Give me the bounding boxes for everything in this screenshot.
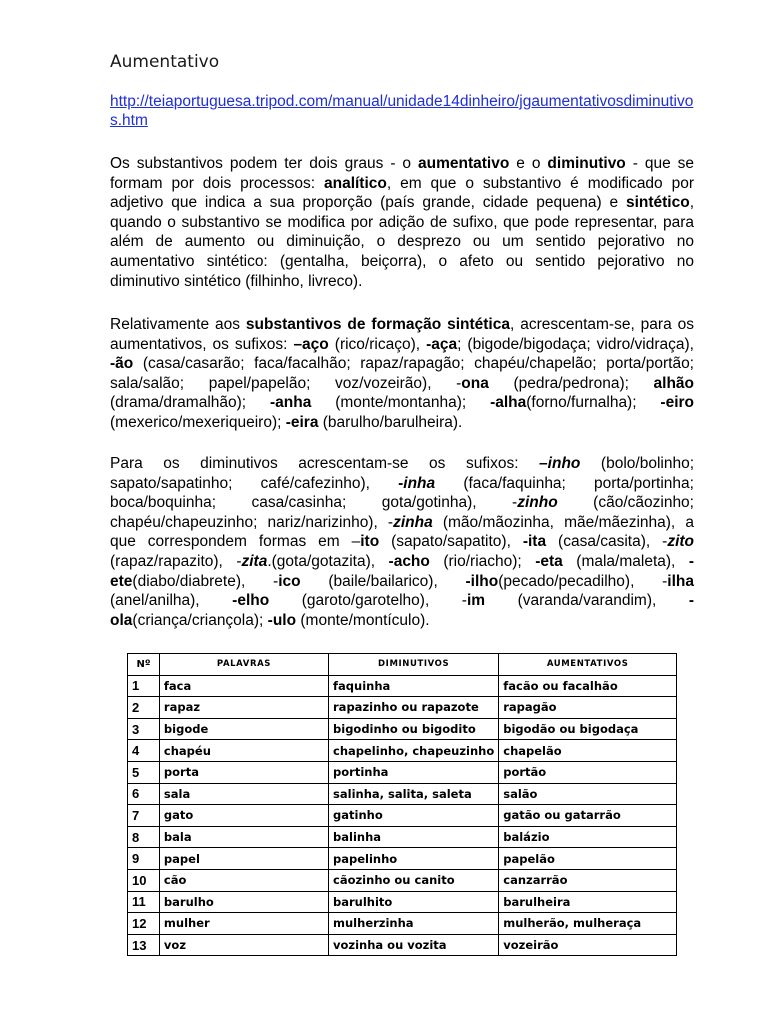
cell-aumentativo: barulheira (499, 891, 677, 913)
bold-term: -ulo (267, 611, 297, 629)
emphasis-text: zita (241, 552, 268, 570)
paragraph-text: (garoto/garotelho), - (269, 592, 467, 610)
cell-aumentativo: gatão ou gatarrão (499, 805, 677, 827)
bold-term: substantivos de formação sintética (245, 316, 510, 333)
table-row (128, 783, 677, 805)
paragraph-text: (barulho/barulheira). (318, 413, 463, 431)
cell-aumentativo: papelão (499, 848, 677, 870)
cell-number: 11 (128, 891, 160, 913)
cell-diminutivo: balinha (329, 826, 499, 848)
paragraph-text: , quando o substantivo se modifica por adição de sufixo, que pode representar, para além de aumento ou diminuição, o desprezo ou um sentido pejorativo no aumentativo sintético: (gentalha, beiçorra), o afeto ou sentido pejorativo no diminutivo sintético (filhinho, livreco). (110, 194, 694, 290)
table-row (128, 740, 677, 762)
cell-number: 13 (128, 934, 160, 956)
bold-term: diminutivo (547, 155, 626, 172)
bold-term: -acho (388, 552, 430, 570)
paragraph-text: (sapato/sapatito), (379, 533, 523, 551)
bold-term: –aço (293, 335, 329, 353)
bold-term: -ete (110, 552, 694, 590)
cell-diminutivo: portinha (329, 761, 499, 783)
cell-diminutivo: bigodinho ou bigodito (329, 718, 499, 740)
bold-term: aumentativo (418, 155, 510, 172)
paragraph-text: (criança/criançola); (132, 611, 268, 629)
emphasis-text: zinha (393, 513, 433, 531)
cell-diminutivo: gatinho (329, 805, 499, 827)
bold-term: analítico (323, 174, 387, 192)
header-palavras: PALAVRAS (159, 654, 328, 676)
cell-diminutivo: cãozinho ou canito (329, 869, 499, 891)
cell-aumentativo: chapelão (499, 740, 677, 762)
source-link[interactable]: http://teiaportuguesa.tripod.com/manual/unidade14dinheiro/jgaumentativosdiminutivos.htm (110, 93, 694, 129)
paragraph-text: (monte/montículo). (296, 611, 430, 629)
table-row (128, 718, 677, 740)
bold-term: -ilho (465, 572, 499, 590)
bold-term (517, 494, 557, 511)
cell-palavra: voz (159, 934, 328, 956)
cell-aumentativo: canzarrão (499, 869, 677, 891)
cell-palavra: rapaz (159, 697, 328, 719)
emphasis-text: -inha (398, 474, 436, 492)
table-row (128, 891, 677, 913)
header-aumentativos: AUMENTATIVOS (499, 654, 677, 676)
cell-diminutivo: chapelinho, chapeuzinho (329, 740, 499, 762)
paragraph-text: ; (bigode/bigodaça; vidro/vidraça), (457, 335, 694, 353)
cell-number: 2 (128, 697, 160, 719)
paragraph-text: (bolo/bolinho; sapato/sapatinho; café/cafezinho), (110, 455, 694, 492)
cell-number: 5 (128, 761, 160, 783)
paragraph-text: (mão/mãozinha, mãe/mãezinha), a que correspondem formas em – (110, 513, 694, 551)
bold-term: -eiro (660, 394, 694, 412)
bold-term: -aça (426, 335, 458, 353)
table-row (128, 826, 677, 848)
cell-number: 4 (128, 740, 160, 762)
table-row (128, 848, 677, 870)
cell-diminutivo: faquinha (329, 675, 499, 697)
bold-term (667, 533, 694, 550)
cell-diminutivo: vozinha ou vozita (329, 934, 499, 956)
cell-palavra: bigode (159, 718, 328, 740)
cell-aumentativo: portão (499, 761, 677, 783)
cell-aumentativo: mulherão, mulheraça (499, 913, 677, 935)
bold-term: alhão (653, 374, 695, 392)
cell-diminutivo: mulherzinha (329, 913, 499, 935)
bold-term: -ola (110, 592, 694, 629)
paragraph-text: (mexerico/mexeriqueiro); (110, 413, 286, 431)
cell-palavra: papel (159, 848, 328, 870)
cell-palavra: gato (159, 805, 328, 827)
emphasis-text: –inho (539, 455, 581, 472)
cell-diminutivo: rapazinho ou rapazote (329, 697, 499, 719)
paragraph-text: (pecado/pecadilho), - (498, 572, 668, 590)
bold-term: ico (278, 572, 301, 590)
paragraph-text: , em que o substantivo é modificado por adjetivo que indica a sua proporção (país grande, cidade pequena) e (110, 174, 694, 212)
paragraph-text: (casa/casita), - (546, 533, 668, 551)
bold-term: ilha (667, 572, 694, 590)
bold-term: -ita (522, 533, 547, 551)
cell-number: 8 (128, 826, 160, 848)
paragraph-text: (drama/dramalhão); (110, 394, 270, 412)
paragraph-text: (rapaz/rapazito), - (110, 552, 242, 570)
paragraph-text: (forno/furnalha); (526, 394, 661, 412)
bold-term: sintético (625, 194, 690, 212)
paragraph-graus (110, 154, 694, 291)
cell-number: 10 (128, 869, 160, 891)
paragraph-text: Os substantivos podem ter dois graus - o (110, 155, 419, 172)
paragraph-text: (faca/faquinha; porta/portinha; boca/boquinha; casa/casinha; gota/gotinha), - (110, 474, 694, 512)
cell-aumentativo: vozeirão (499, 934, 677, 956)
table-row (128, 869, 677, 891)
bold-term: -eira (285, 413, 319, 431)
paragraph-text: (casa/casarão; faca/facalhão; rapaz/rapagão; chapéu/chapelão; porta/portão; sala/salão; papel/papelão; voz/vozeirão), - (110, 355, 694, 392)
cell-number: 1 (128, 675, 160, 697)
paragraph-text: (cão/cãozinho; chapéu/chapeuzinho; nariz/narizinho), - (110, 494, 694, 531)
table-row (128, 697, 677, 719)
table-body (128, 675, 677, 956)
cell-aumentativo: salão (499, 783, 677, 805)
cell-palavra: faca (159, 675, 328, 697)
bold-term (242, 553, 268, 570)
table-row (128, 913, 677, 935)
bold-term: -ão (110, 355, 134, 373)
emphasis-text: zito (667, 533, 695, 551)
paragraph-text: (pedra/pedrona); (488, 374, 654, 392)
table-row (128, 805, 677, 827)
cell-number: 9 (128, 848, 160, 870)
cell-palavra: mulher (159, 913, 328, 935)
emphasis-text: zinho (517, 494, 558, 512)
header-number: Nº (128, 654, 160, 676)
cell-diminutivo: salinha, salita, saleta (329, 783, 499, 805)
paragraph-text: Relativamente aos (110, 316, 246, 333)
bold-term: ito (360, 533, 380, 551)
bold-term: -anha (270, 394, 312, 412)
bold-term: ona (461, 374, 489, 392)
bold-term (539, 455, 580, 472)
words-table (127, 653, 677, 956)
paragraph-text: , acrescentam-se, para os aumentativos, os sufixos: (110, 316, 694, 353)
cell-aumentativo: balázio (499, 826, 677, 848)
paragraph-text: e o (509, 155, 548, 172)
cell-number: 3 (128, 718, 160, 740)
header-diminutivos: DIMINUTIVOS (329, 654, 499, 676)
cell-palavra: sala (159, 783, 328, 805)
bold-term: im (466, 592, 486, 610)
paragraph-text: (rico/ricaço), (328, 335, 427, 353)
table-header-row (128, 654, 677, 676)
table-row (128, 761, 677, 783)
cell-palavra: cão (159, 869, 328, 891)
cell-aumentativo: facão ou facalhão (499, 675, 677, 697)
paragraph-text: (baile/bailarico), (300, 572, 466, 590)
table-row (128, 934, 677, 956)
cell-palavra: porta (159, 761, 328, 783)
bold-term: -elho (232, 592, 270, 610)
table-row (128, 675, 677, 697)
paragraph-text: Para os diminutivos acrescentam-se os sufixos: (110, 455, 540, 472)
bold-term: -alha (490, 394, 527, 412)
paragraph-text: (mala/maleta), (562, 552, 689, 570)
paragraph-text: - que se formam por dois processos: (110, 155, 695, 192)
cell-number: 6 (128, 783, 160, 805)
cell-number: 12 (128, 913, 160, 935)
cell-diminutivo: barulhito (329, 891, 499, 913)
paragraph-text: (anel/anilha), (110, 592, 233, 610)
paragraph-text: (rio/riacho); (429, 552, 536, 570)
bold-term (398, 475, 435, 492)
paragraph-text: (diabo/diabrete), - (132, 572, 279, 590)
bold-term (393, 514, 433, 531)
cell-aumentativo: rapagão (499, 697, 677, 719)
cell-palavra: chapéu (159, 740, 328, 762)
paragraph-text: .(gota/gotazita), (267, 552, 389, 570)
paragraph-diminutivos (110, 454, 694, 630)
cell-diminutivo: papelinho (329, 848, 499, 870)
cell-aumentativo: bigodão ou bigodaça (499, 718, 677, 740)
paragraph-aumentativos (110, 315, 694, 433)
paragraph-text: (varanda/varandim), (485, 592, 689, 610)
page-title: Aumentativo (110, 52, 220, 72)
cell-palavra: bala (159, 826, 328, 848)
bold-term: -eta (535, 552, 563, 570)
cell-number: 7 (128, 805, 160, 827)
paragraph-text: (monte/montanha); (311, 394, 491, 412)
cell-palavra: barulho (159, 891, 328, 913)
